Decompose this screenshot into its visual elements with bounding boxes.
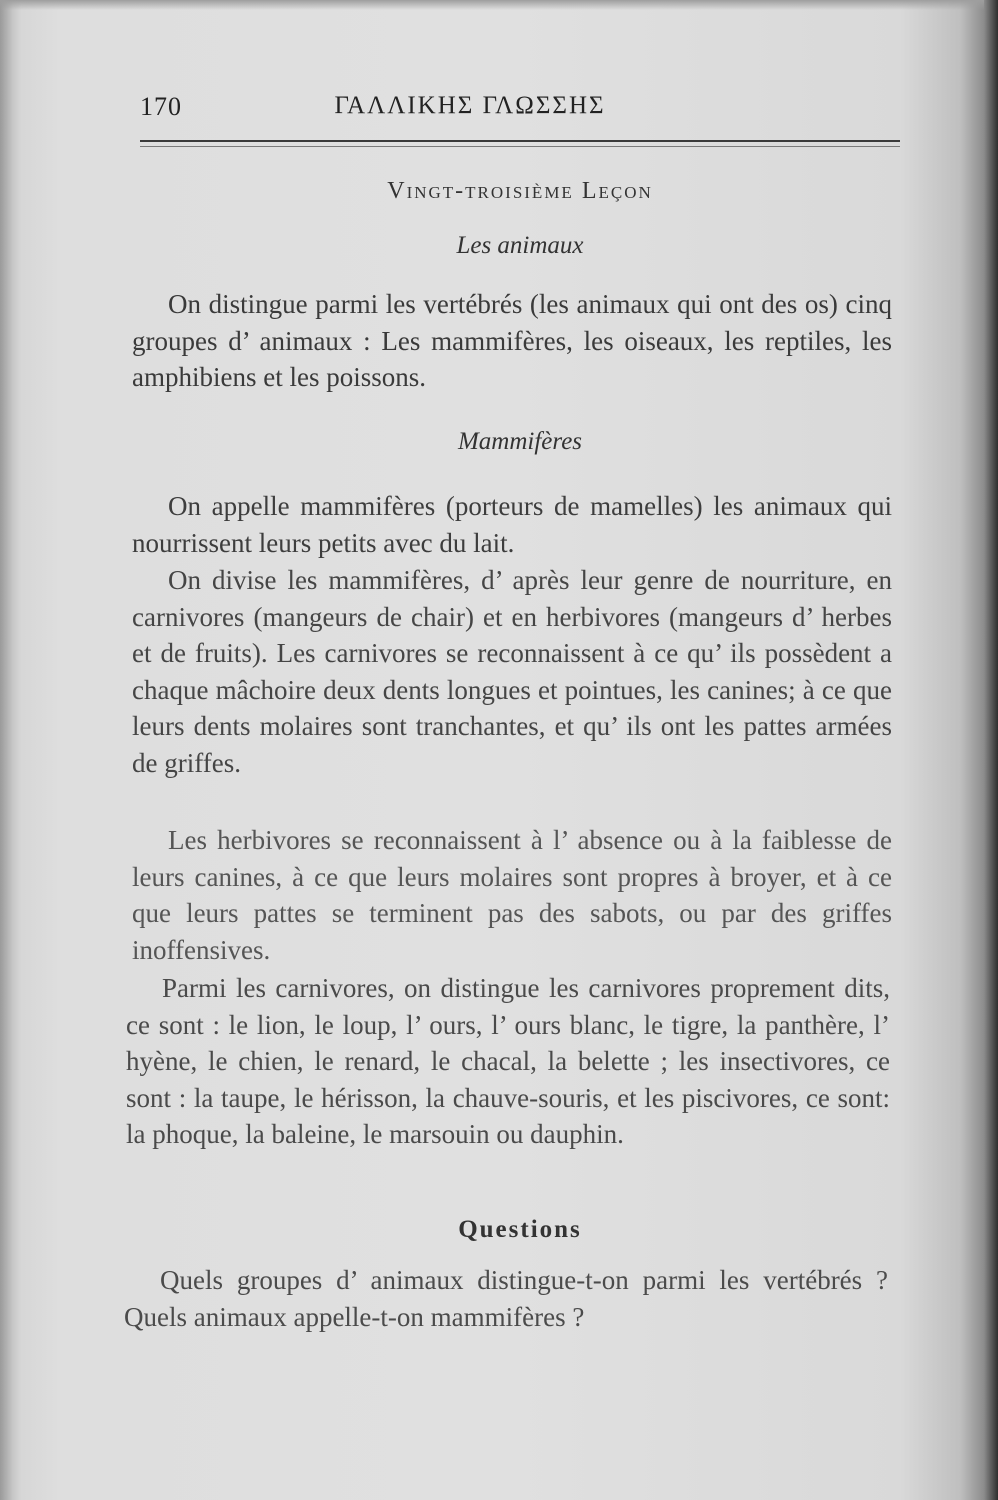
page-gutter xyxy=(0,0,22,1500)
questions-title: Questions xyxy=(458,1216,582,1243)
paragraph-carnivores: On divise les mammifères, d’ après leur genre de nourriture, en carnivores (mangeurs de chair) et en herbivores (mangeurs d’ herbes et de fruits). Les carnivores se reconnaissent à ce qu’ ils possèdent a chaque mâchoire deux dents longues et pointues, les canines; à ce que leurs dents molaires sont tranchantes, et qu’ ils ont les pattes armées de griffes. xyxy=(132,565,892,778)
page-number: 170 xyxy=(140,92,182,121)
page-right-edge xyxy=(984,0,998,1500)
lesson-title: Vingt-troisième Leçon xyxy=(387,178,653,204)
paragraph-mammiferes-definition: On appelle mammifères (porteurs de mamelles) les animaux qui nourrissent leurs petits avec du lait. xyxy=(132,491,892,558)
page-header xyxy=(140,92,900,132)
section-title-animaux: Les animaux xyxy=(456,232,584,259)
header-rule xyxy=(140,140,900,142)
paragraph-animaux: On distingue parmi les vertébrés (les animaux qui ont des os) cinq groupes d’ animaux : Les mammifères, les oiseaux, les reptiles, les amphibiens et les poissons. xyxy=(132,289,892,392)
paragraph-carnivores-list: Parmi les carnivores, on distingue les carnivores proprement dits, ce sont : le lion, le loup, l’ ours, l’ ours blanc, le tigre, la panthère, l’ hyène, le chien, le renard, le chacal, la belette ; les insectivores, ce sont : la taupe, le hérisson, la chauve-souris, et les piscivores, ce sont: la phoque, la baleine, le marsouin ou dauphin. xyxy=(126,973,890,1149)
paragraph-questions: Quels groupes d’ animaux distingue-t-on parmi les vertébrés ? Quels animaux appelle-t-on mammifères ? xyxy=(124,1265,888,1332)
header-rule-thin xyxy=(140,146,900,147)
section-title-mammiferes: Mammifères xyxy=(457,428,583,455)
page-top-edge xyxy=(0,0,998,10)
paragraph-herbivores: Les herbivores se reconnaissent à l’ absence ou à la faiblesse de leurs canines, à ce que leurs molaires sont propres à broyer, et à ce que leurs pattes se terminent pas des sabots, ou par des griffes inoffensives. xyxy=(132,825,892,965)
running-title: ΓΑΛΛΙΚΗΣ ΓΛΩΣΣΗΣ xyxy=(334,92,606,119)
